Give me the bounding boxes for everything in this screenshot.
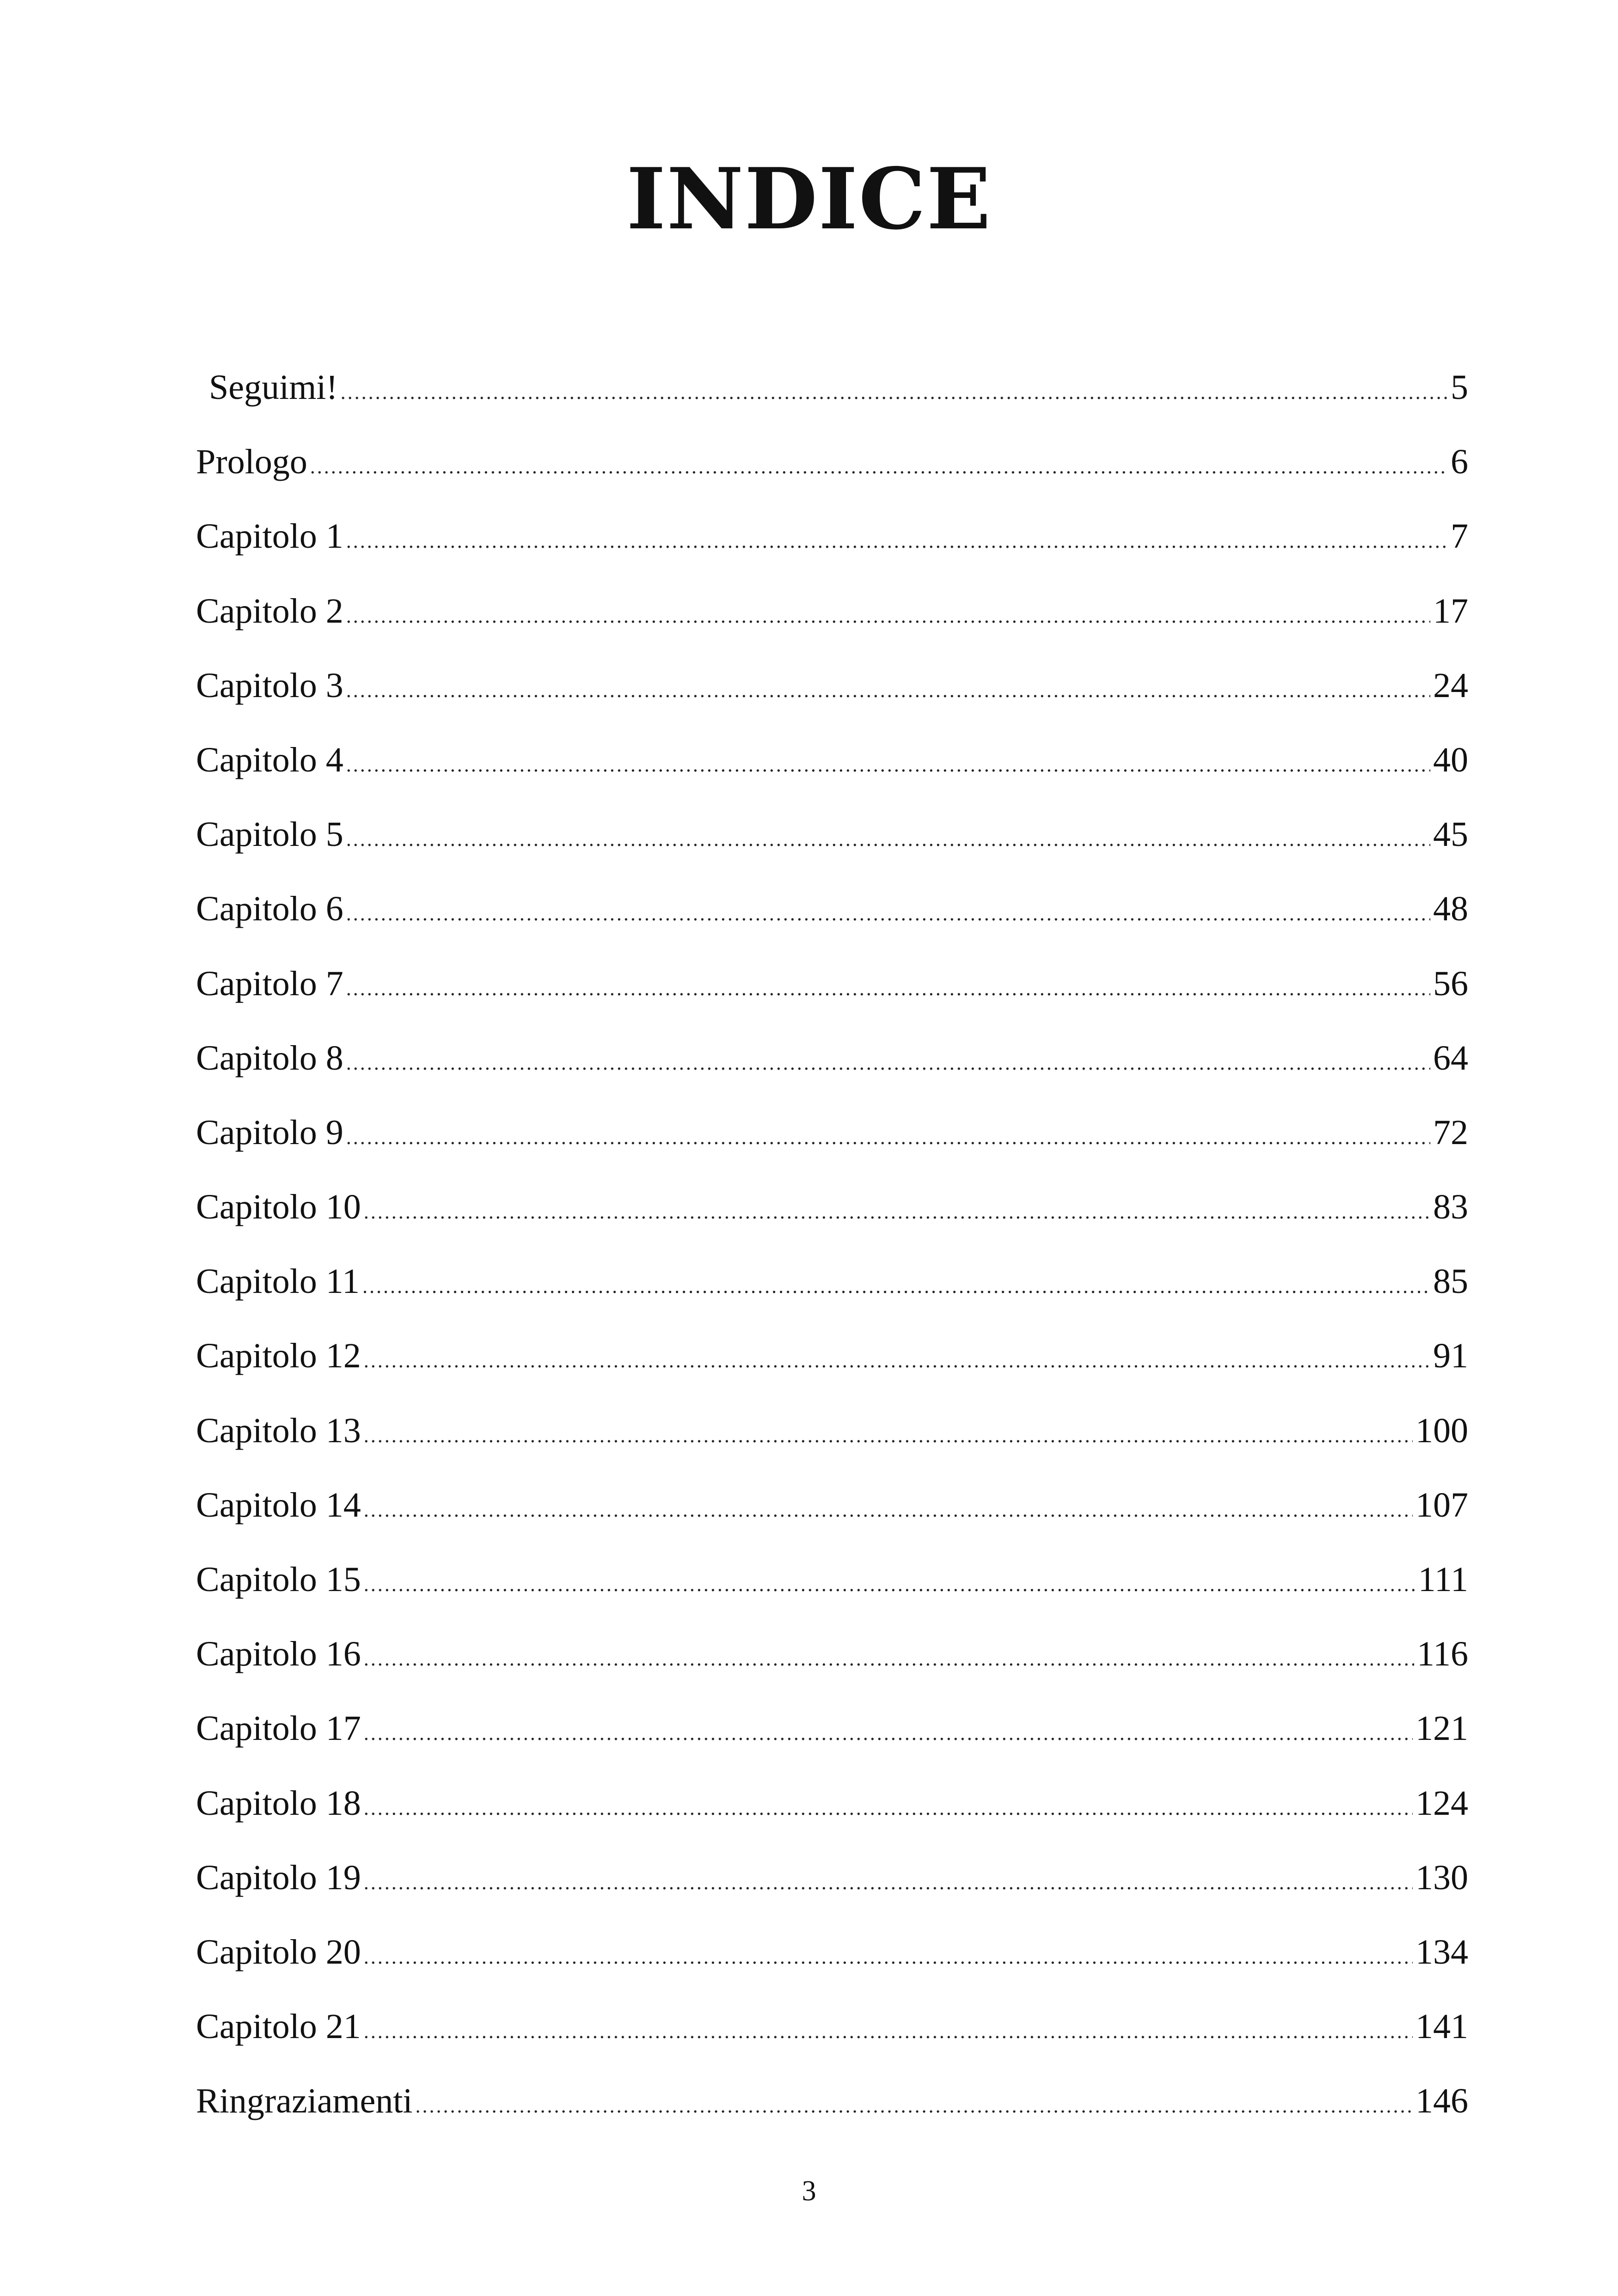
toc-entry-page: 130 (1416, 1858, 1468, 1897)
toc-entry-capitolo-4[interactable] (196, 723, 1468, 797)
toc-entry-label: Capitolo 4 (196, 740, 343, 779)
toc-entry-page: 107 (1416, 1485, 1468, 1525)
toc-entry-capitolo-14[interactable] (196, 1468, 1468, 1543)
toc-entry-page: 6 (1451, 442, 1468, 482)
toc-entry-label: Capitolo 10 (196, 1188, 361, 1227)
toc-entry-capitolo-10[interactable] (196, 1170, 1468, 1244)
toc-entry-capitolo-6[interactable] (196, 872, 1468, 946)
toc-entry-page: 40 (1433, 740, 1468, 779)
toc-entry-page: 64 (1433, 1038, 1468, 1078)
toc-dot-leader (346, 1100, 1430, 1175)
toc-entry-capitolo-18[interactable] (196, 1766, 1468, 1841)
toc-entry-page: 134 (1416, 1932, 1468, 1971)
toc-dot-leader (364, 1473, 1413, 1547)
toc-entry-capitolo-21[interactable] (196, 1990, 1468, 2064)
toc-entry-label: Capitolo 20 (196, 1932, 361, 1971)
toc-dot-leader (364, 1696, 1413, 1770)
toc-entry-capitolo-7[interactable] (196, 947, 1468, 1021)
toc-entry-label: Capitolo 6 (196, 889, 343, 929)
toc-dot-leader (346, 504, 1448, 578)
toc-dot-leader (364, 1547, 1416, 1622)
toc-entry-capitolo-8[interactable] (196, 1021, 1468, 1096)
toc-entry-page: 146 (1416, 2082, 1468, 2121)
toc-entry-page: 48 (1433, 889, 1468, 929)
toc-dot-leader (364, 1398, 1413, 1473)
toc-dot-leader (362, 1249, 1430, 1323)
toc-entry-page: 56 (1433, 964, 1468, 1003)
toc-dot-leader (364, 1323, 1430, 1398)
toc-entry-page: 141 (1416, 2007, 1468, 2046)
toc-entry-page: 7 (1451, 517, 1468, 556)
toc-entry-page: 85 (1433, 1262, 1468, 1301)
toc-dot-leader (346, 579, 1430, 653)
toc-entry-label: Capitolo 11 (196, 1262, 360, 1301)
toc-entry-label: Capitolo 8 (196, 1038, 343, 1078)
toc-entry-capitolo-2[interactable] (196, 574, 1468, 649)
toc-entry-label: Capitolo 14 (196, 1485, 361, 1525)
toc-entry-label: Capitolo 13 (196, 1411, 361, 1450)
toc-entry-label: Prologo (196, 442, 307, 482)
toc-entry-capitolo-15[interactable] (196, 1543, 1468, 1617)
page-title: INDICE (626, 149, 992, 248)
toc-entry-page: 116 (1416, 1635, 1468, 1674)
toc-entry-label: Capitolo 21 (196, 2007, 361, 2046)
toc-entry-label: Capitolo 1 (196, 517, 343, 556)
toc-entry-capitolo-20[interactable] (196, 1915, 1468, 1990)
toc-entry-prologo[interactable] (196, 425, 1468, 499)
toc-dot-leader (364, 1771, 1413, 1845)
toc-dot-leader (416, 2069, 1413, 2143)
toc-entry-label: Capitolo 5 (196, 815, 343, 854)
toc-entry-label: Capitolo 17 (196, 1709, 361, 1748)
toc-entry-label: Capitolo 16 (196, 1635, 361, 1674)
toc-entry-page: 121 (1416, 1709, 1468, 1748)
toc-entry-capitolo-5[interactable] (196, 797, 1468, 872)
toc-entry-page: 45 (1433, 815, 1468, 854)
toc-dot-leader (364, 1994, 1413, 2069)
toc-dot-leader (310, 429, 1448, 504)
toc-dot-leader (346, 728, 1430, 802)
toc-entry-capitolo-11[interactable] (196, 1244, 1468, 1319)
toc-entry-label: Capitolo 3 (196, 666, 343, 705)
toc-entry-page: 100 (1416, 1411, 1468, 1450)
toc-entry-page: 17 (1433, 591, 1468, 631)
toc-entry-page: 111 (1418, 1560, 1468, 1599)
toc-dot-leader (346, 876, 1430, 951)
toc-dot-leader (346, 951, 1430, 1026)
toc-dot-leader (346, 802, 1430, 876)
toc-entry-ringraziamenti[interactable] (196, 2064, 1468, 2138)
table-of-contents (196, 350, 1468, 2139)
toc-entry-capitolo-1[interactable] (196, 499, 1468, 574)
toc-entry-label: Capitolo 9 (196, 1113, 343, 1152)
toc-dot-leader (346, 653, 1430, 728)
toc-entry-capitolo-3[interactable] (196, 649, 1468, 723)
toc-entry-label: Capitolo 12 (196, 1336, 361, 1376)
toc-entry-page: 24 (1433, 666, 1468, 705)
toc-entry-label: Capitolo 18 (196, 1783, 361, 1823)
toc-entry-label: Seguimi! (209, 368, 338, 407)
toc-entry-capitolo-9[interactable] (196, 1096, 1468, 1170)
toc-entry-seguimi[interactable] (196, 350, 1468, 425)
toc-entry-capitolo-13[interactable] (196, 1394, 1468, 1468)
toc-dot-leader (364, 1845, 1413, 1920)
toc-entry-page: 5 (1451, 368, 1468, 407)
toc-entry-label: Capitolo 2 (196, 591, 343, 631)
toc-dot-leader (364, 1622, 1414, 1696)
toc-entry-capitolo-16[interactable] (196, 1617, 1468, 1691)
toc-dot-leader (364, 1920, 1413, 1994)
toc-entry-page: 91 (1433, 1336, 1468, 1376)
toc-entry-page: 72 (1433, 1113, 1468, 1152)
toc-entry-capitolo-19[interactable] (196, 1841, 1468, 1915)
toc-entry-page: 124 (1416, 1783, 1468, 1823)
toc-entry-label: Capitolo 15 (196, 1560, 361, 1599)
toc-dot-leader (364, 1175, 1430, 1249)
toc-entry-label: Capitolo 7 (196, 964, 343, 1003)
toc-entry-capitolo-17[interactable] (196, 1691, 1468, 1766)
toc-entry-capitolo-12[interactable] (196, 1319, 1468, 1393)
toc-entry-label: Ringraziamenti (196, 2082, 413, 2121)
toc-entry-page: 83 (1433, 1188, 1468, 1227)
toc-entry-label: Capitolo 19 (196, 1858, 361, 1897)
toc-dot-leader (341, 355, 1448, 429)
page-number: 3 (802, 2175, 816, 2207)
toc-dot-leader (346, 1026, 1430, 1100)
